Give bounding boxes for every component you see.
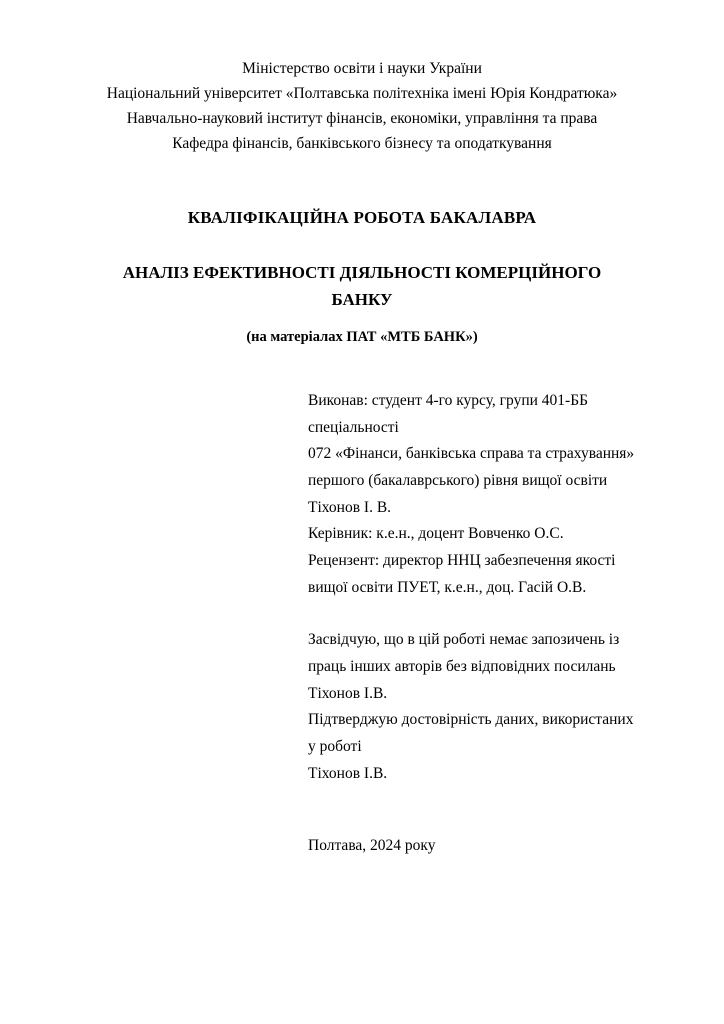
title-section (56, 208, 668, 346)
statement-line-3: Підтверджую достовірність даних, використаних (308, 711, 634, 729)
statement-line-4: у роботі (308, 738, 362, 755)
author-line-reviewer-2: вищої освіти ПУЕТ, к.е.н., доц. Гасій О.В. (308, 578, 587, 596)
author-line-supervisor: Керівник: к.е.н., доцент Вовченко О.С. (308, 525, 564, 543)
place-and-year: Полтава, 2024 року (308, 837, 436, 855)
institution-header (56, 56, 668, 156)
originality-statement (308, 627, 668, 787)
author-line-specialty-label: спеціальності (308, 418, 399, 436)
author-line-specialty-name: 072 «Фінанси, банківська справа та страхування» (308, 445, 635, 463)
document-kind: КВАЛІФІКАЦІЙНА РОБОТА БАКАЛАВРА (187, 208, 537, 228)
author-line-reviewer-1: Рецензент: директор ННЦ забезпечення якості (308, 552, 616, 570)
institution-line-ministry: Міністерство освіти і науки України (242, 60, 482, 77)
statement-line-2: праць інших авторів без відповідних посилань (308, 658, 616, 676)
statement-signature-1: Тіхонов І.В. (308, 684, 388, 702)
author-line-student-name: Тіхонов І. В. (308, 498, 392, 516)
institution-line-department: Кафедра фінансів, банківського бізнесу та оподаткування (172, 135, 552, 153)
statement-line-1: Засвідчую, що в цій роботі немає запозичень із (308, 631, 620, 649)
author-info (308, 388, 668, 601)
document-subtitle: (на матеріалах ПАТ «МТБ БАНК») (246, 329, 478, 346)
author-line-degree-level: першого (бакалаврського) рівня вищої освіти (308, 472, 608, 490)
statement-signature-2: Тіхонов І.В. (308, 764, 388, 782)
page-title: АНАЛІЗ ЕФЕКТИВНОСТІ ДІЯЛЬНОСТІ КОМЕРЦІЙНОГО БАНКУ (122, 263, 602, 309)
institution-line-institute: Навчально-науковий інститут фінансів, економіки, управління та права (126, 110, 598, 128)
institution-line-university: Національний університет «Полтавська політехніка імені Юрія Кондратюка» (106, 85, 618, 103)
author-line-student: Виконав: студент 4-го курсу, групи 401-ББ (308, 392, 589, 410)
